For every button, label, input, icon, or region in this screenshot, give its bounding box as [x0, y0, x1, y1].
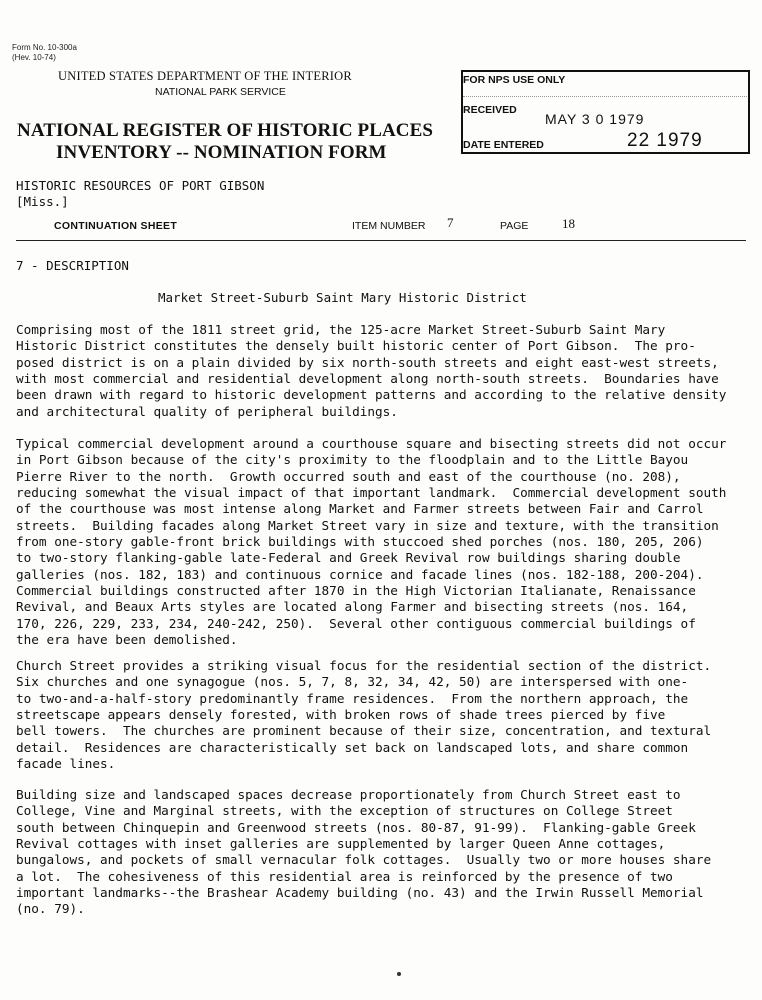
- text-line: streets. Building facades along Market Street vary in size and texture, with the transition: [16, 517, 719, 533]
- form-number-line: Form No. 10-300a: [12, 43, 77, 52]
- text-line: (no. 79).: [16, 901, 85, 917]
- paragraph-2: [16, 436, 726, 648]
- page-label: PAGE: [500, 220, 529, 232]
- form-number: [12, 43, 77, 63]
- text-line: Comprising most of the 1811 street grid, the 125-acre Market Street-Suburb Saint Mary: [16, 322, 666, 337]
- date-entered-label: DATE ENTERED: [463, 139, 544, 151]
- text-line: south between Chinquepin and Greenwood streets (nos. 80-87, 91-99). Flanking-gable Greek: [16, 819, 696, 835]
- district-title: Market Street-Suburb Saint Mary Historic District: [158, 290, 527, 305]
- nps-use-label: FOR NPS USE ONLY: [463, 74, 566, 86]
- text-line: a lot. The cohesiveness of this residential area is reinforced by the presence of two: [16, 868, 673, 884]
- text-line: and architectural quality of peripheral buildings.: [16, 403, 398, 419]
- nps-box-divider: [463, 96, 747, 97]
- text-line: galleries (nos. 182, 183) and continuous cornice and facade lines (nos. 182-188, 200-204).: [16, 566, 704, 582]
- text-line: Six churches and one synagogue (nos. 5, 7, 8, 32, 34, 42, 50) are interspersed with one-: [16, 674, 689, 690]
- paragraph-3: [16, 658, 711, 772]
- service-heading: NATIONAL PARK SERVICE: [155, 86, 286, 98]
- text-line: College, Vine and Marginal streets, with the exception of structures on College Street: [16, 803, 673, 819]
- page-mark: [397, 972, 401, 976]
- page-number: 18: [562, 216, 575, 231]
- received-stamp: MAY 3 0 1979: [545, 111, 645, 127]
- text-line: bell towers. The churches are prominent because of their size, concentration, and textural: [16, 723, 712, 739]
- text-line: Church Street provides a striking visual focus for the residential section of the district.: [16, 658, 712, 673]
- text-line: Revival, and Beaux Arts styles are located along Farmer and bisecting streets (nos. 164,: [16, 599, 689, 615]
- item-number-label: ITEM NUMBER: [352, 220, 426, 232]
- text-line: Typical commercial development around a courthouse square and bisecting streets did not occur: [16, 436, 727, 451]
- form-title-line2: INVENTORY -- NOMINATION FORM: [56, 142, 387, 163]
- text-line: detail. Residences are characteristically set back on landscaped lots, and share common: [16, 739, 689, 755]
- text-line: Building size and landscaped spaces decrease proportionately from Church Street east to: [16, 787, 681, 802]
- form-title-line1: NATIONAL REGISTER OF HISTORIC PLACES: [17, 120, 434, 141]
- date-entered-stamp: 22 1979: [627, 130, 703, 151]
- text-line: in Port Gibson because of the city's proximity to the floodplain and to the Little Bayou: [16, 452, 689, 468]
- resource-name-line2: [Miss.]: [16, 194, 69, 209]
- text-line: Pierre River to the north. Growth occurred south and east of the courthouse (no. 208),: [16, 468, 681, 484]
- text-line: posed district is on a plain divided by six north-south streets and eight east-west streets,: [16, 354, 719, 370]
- text-line: of the courthouse was most intense along Market and Farmer streets between Fair and Carrol: [16, 501, 704, 517]
- item-number-value: 7: [447, 215, 454, 230]
- text-line: Historic District constitutes the densely built historic center of Port Gibson. The pro-: [16, 338, 696, 354]
- text-line: from one-story gable-front brick buildings with stuccoed shed porches (nos. 180, 205, 206): [16, 534, 704, 550]
- continuation-sheet-label: CONTINUATION SHEET: [54, 220, 178, 232]
- paragraph-1: [16, 322, 726, 420]
- department-heading: UNITED STATES DEPARTMENT OF THE INTERIOR: [58, 69, 352, 83]
- resource-name: [16, 178, 264, 210]
- text-line: facade lines.: [16, 756, 116, 772]
- received-label: RECEIVED: [463, 104, 517, 116]
- text-line: important landmarks--the Brashear Academy building (no. 43) and the Irwin Russell Memorial: [16, 885, 704, 901]
- text-line: Commercial buildings constructed after 1870 in the High Victorian Italianate, Renaissance: [16, 583, 696, 599]
- text-line: to two-and-a-half-story predominantly frame residences. From the northern approach, the: [16, 690, 689, 706]
- text-line: reducing somewhat the visual impact of that important landmark. Commercial development south: [16, 485, 727, 501]
- text-line: streetscape appears densely forested, with broken rows of shade trees pierced by five: [16, 707, 666, 723]
- text-line: 170, 226, 229, 233, 234, 240-242, 250). Several other contiguous commercial buildings of: [16, 615, 696, 631]
- text-line: bungalows, and pockets of small vernacular folk cottages. Usually two or more houses share: [16, 852, 712, 868]
- resource-name-line1: HISTORIC RESOURCES OF PORT GIBSON: [16, 178, 265, 193]
- text-line: to two-story flanking-gable late-Federal and Greek Revival row buildings sharing double: [16, 550, 681, 566]
- section-title: 7 - DESCRIPTION: [16, 258, 129, 273]
- text-line: been drawn with regard to historic development patterns and according to the relative density: [16, 387, 727, 403]
- text-line: with most commercial and residential development along north-south streets. Boundaries have: [16, 371, 719, 387]
- text-line: the era have been demolished.: [16, 632, 238, 648]
- text-line: Revival cottages with inset galleries are supplemented by larger Queen Anne cottages,: [16, 836, 666, 852]
- paragraph-4: [16, 787, 711, 918]
- header-rule: [16, 240, 746, 241]
- form-revision-line: (Hev. 10-74): [12, 53, 56, 62]
